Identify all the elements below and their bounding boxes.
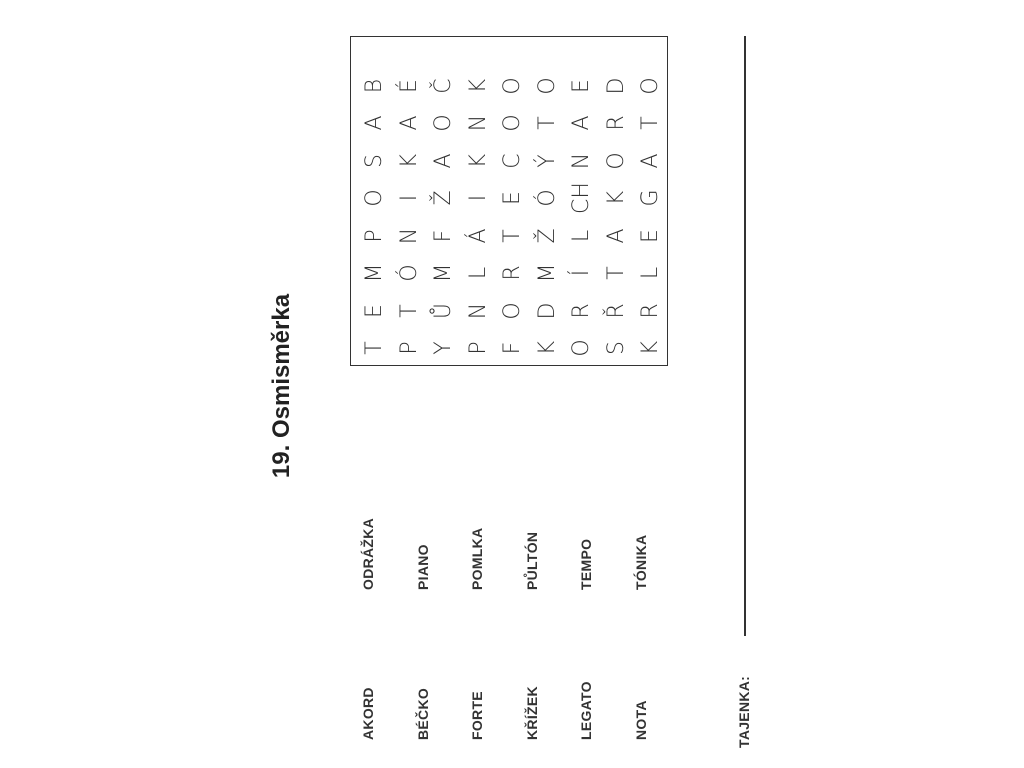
grid-letter: B <box>361 78 387 93</box>
word-list-item: ODRÁŽKA <box>360 517 376 590</box>
grid-letter: N <box>465 114 490 132</box>
grid-letter: G <box>637 189 663 207</box>
grid-letter: E <box>568 78 594 93</box>
tajenka-label: TAJENKA: <box>736 675 752 748</box>
grid-letter: C <box>499 152 525 169</box>
grid-letter: E <box>499 191 525 205</box>
grid-letter: E <box>361 303 387 318</box>
word-list-item: TEMPO <box>578 538 594 590</box>
grid-letter: R <box>637 302 663 319</box>
grid-letter: Í <box>568 269 594 277</box>
grid-letter: M <box>430 263 456 283</box>
grid-letter: Ó <box>534 189 559 207</box>
grid-letter: A <box>568 115 594 131</box>
grid-letter: A <box>396 115 421 131</box>
grid-letter: O <box>499 76 525 95</box>
word-list-item: NOTA <box>632 700 649 740</box>
grid-letter: R <box>499 265 525 281</box>
tajenka-answer-line <box>744 36 746 636</box>
grid-letter: CH <box>568 182 594 214</box>
grid-letter: T <box>637 116 663 130</box>
grid-letter: R <box>568 302 594 319</box>
grid-letter: O <box>430 114 456 132</box>
grid-letter: K <box>396 153 421 168</box>
grid-letter: N <box>465 302 490 319</box>
grid-letter: A <box>603 227 628 244</box>
grid-letter: S <box>361 153 387 168</box>
grid-letter: D <box>603 77 628 94</box>
grid-letter: O <box>499 114 525 132</box>
grid-letter: M <box>534 263 559 283</box>
grid-letter: Ů <box>430 302 456 319</box>
grid-letter: I <box>396 194 421 202</box>
word-list-item: PŮLTÓN <box>523 531 540 590</box>
grid-letter: K <box>603 190 628 206</box>
grid-letter: Á <box>465 227 490 244</box>
grid-letter: É <box>396 78 421 93</box>
word-list-item: PIANO <box>414 544 431 590</box>
grid-letter: P <box>396 341 421 355</box>
grid-letter: O <box>534 76 559 95</box>
grid-letter: P <box>361 228 387 243</box>
grid-letter: P <box>465 341 490 355</box>
grid-letter: F <box>499 341 525 355</box>
grid-letter: Ý <box>534 153 559 168</box>
grid-letter: Ó <box>396 264 421 282</box>
grid-letter: D <box>534 302 559 319</box>
grid-letter: A <box>430 152 456 169</box>
page-title: 19. Osmisměrka <box>268 293 295 479</box>
grid-letter: N <box>568 152 594 169</box>
word-list-item: KŘÍŽEK <box>523 686 540 740</box>
grid-letter: A <box>361 115 387 131</box>
grid-letter: O <box>568 339 594 357</box>
grid-letter: M <box>361 263 387 283</box>
grid-letter: T <box>361 341 387 355</box>
grid-letter: L <box>465 266 490 280</box>
word-list-item: POMLKA <box>469 527 485 590</box>
grid-letter: L <box>568 229 594 242</box>
grid-letter: T <box>534 116 559 130</box>
grid-letter: L <box>637 266 663 280</box>
grid-letter: O <box>499 301 525 320</box>
grid-letter: I <box>465 194 490 202</box>
grid-letter: T <box>396 303 421 318</box>
word-list-item: BÉČKO <box>414 687 431 740</box>
grid-letter: F <box>430 229 456 242</box>
grid-letter: Č <box>430 77 456 94</box>
grid-letter: O <box>361 189 387 207</box>
grid-letter: R <box>603 115 628 131</box>
word-list-item: FORTE <box>469 691 485 740</box>
grid-letter: O <box>637 76 663 95</box>
grid-letter: S <box>603 341 628 355</box>
grid-letter: E <box>637 228 663 243</box>
grid-letter: K <box>637 340 663 356</box>
grid-letter: Ř <box>603 302 628 319</box>
grid-letter: K <box>465 153 490 168</box>
grid-letter: K <box>534 340 559 356</box>
grid-letter: A <box>637 152 663 169</box>
grid-letter: Ž <box>430 190 456 206</box>
grid-letter: N <box>396 227 421 244</box>
word-list-item: TÓNIKA <box>632 534 649 590</box>
grid-letter: T <box>499 228 525 243</box>
grid-letter: Ž <box>534 227 559 244</box>
grid-letter: Y <box>430 341 456 355</box>
grid-letter: T <box>603 266 628 280</box>
grid-letter: O <box>603 151 628 170</box>
word-list-item: AKORD <box>360 687 376 740</box>
word-search-grid <box>350 36 668 366</box>
grid-letter: K <box>465 78 490 93</box>
word-list-item: LEGATO <box>578 681 594 740</box>
